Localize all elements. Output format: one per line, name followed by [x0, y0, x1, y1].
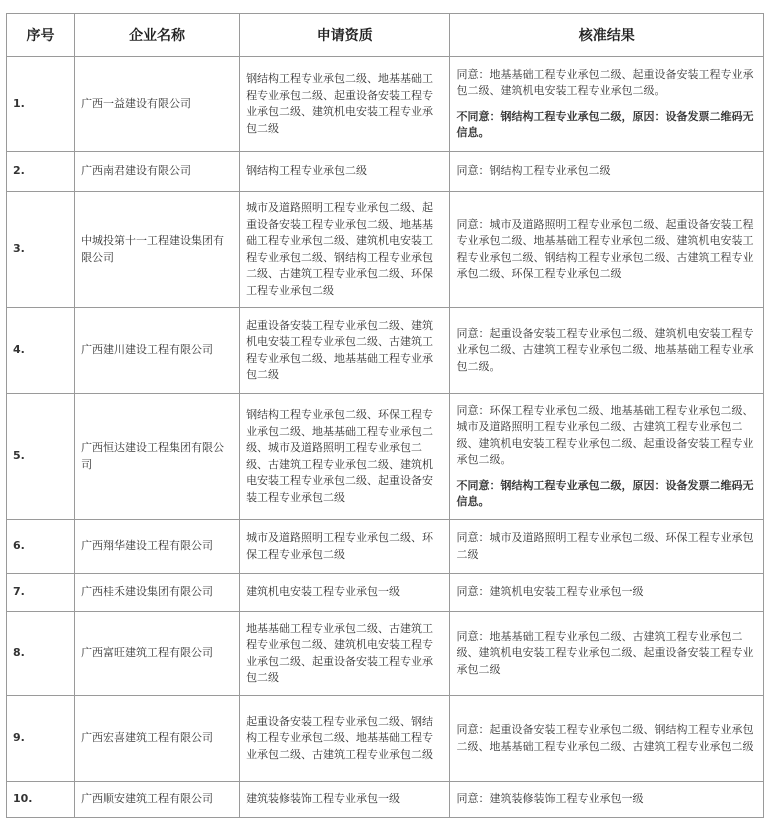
row-company: 广西建川建设工程有限公司 [75, 308, 240, 394]
row-applied: 城市及道路照明工程专业承包二级、起重设备安装工程专业承包二级、地基基础工程专业承包二级、建筑机电安装工程专业承包二级、钢结构工程专业承包二级、古建筑工程专业承包二级、环保工程专业承包二级 [240, 192, 450, 308]
result-approved: 同意：城市及道路照明工程专业承包二级、起重设备安装工程专业承包二级、地基基础工程专业承包二级、建筑机电安装工程专业承包二级、钢结构工程专业承包二级、古建筑工程专业承包二级、环保工程专业承包二级 [456, 217, 754, 280]
row-applied: 钢结构工程专业承包二级、环保工程专业承包二级、地基基础工程专业承包二级、城市及道路照明工程专业承包二级、古建筑工程专业承包二级、建筑机电安装工程专业承包二级、起重设备安装工程专业承包二级 [240, 394, 450, 520]
row-company: 中城投第十一工程建设集团有限公司 [75, 192, 240, 308]
row-result [450, 152, 764, 192]
result-approved: 同意：建筑机电安装工程专业承包一级 [456, 585, 644, 599]
row-company: 广西一益建设有限公司 [75, 57, 240, 152]
table-header-row [7, 14, 764, 57]
table-row [7, 152, 764, 192]
row-company: 广西恒达建设工程集团有限公司 [75, 394, 240, 520]
result-approved: 同意：起重设备安装工程专业承包二级、建筑机电安装工程专业承包二级、古建筑工程专业承包二级、地基基础工程专业承包二级。 [456, 326, 754, 373]
result-approved: 同意：地基基础工程专业承包二级、起重设备安装工程专业承包二级、建筑机电安装工程专业承包二级。 [456, 67, 754, 97]
result-approved: 同意：建筑装修装饰工程专业承包一级 [456, 792, 644, 806]
table-row [7, 520, 764, 574]
row-applied: 起重设备安装工程专业承包二级、钢结构工程专业承包二级、地基基础工程专业承包二级、古建筑工程专业承包二级 [240, 696, 450, 782]
row-serial: 2. [7, 152, 75, 192]
row-result [450, 782, 764, 818]
result-approved: 同意：地基基础工程专业承包二级、古建筑工程专业承包二级、建筑机电安装工程专业承包二级、起重设备安装工程专业承包二级 [456, 629, 754, 676]
row-serial: 8. [7, 612, 75, 696]
row-serial: 10. [7, 782, 75, 818]
row-applied: 起重设备安装工程专业承包二级、建筑机电安装工程专业承包二级、古建筑工程专业承包二级、地基基础工程专业承包二级 [240, 308, 450, 394]
row-serial: 4. [7, 308, 75, 394]
table-row [7, 308, 764, 394]
header-applied: 申请资质 [240, 14, 450, 57]
result-denied: 不同意：钢结构工程专业承包二级，原因：设备发票二维码无信息。 [456, 478, 754, 508]
row-result [450, 574, 764, 612]
header-result: 核准结果 [450, 14, 764, 57]
row-applied: 城市及道路照明工程专业承包二级、环保工程专业承包二级 [240, 520, 450, 574]
table-row [7, 612, 764, 696]
row-serial: 5. [7, 394, 75, 520]
row-applied: 钢结构工程专业承包二级、地基基础工程专业承包二级、起重设备安装工程专业承包二级、建筑机电安装工程专业承包二级 [240, 57, 450, 152]
row-company: 广西翔华建设工程有限公司 [75, 520, 240, 574]
row-company: 广西南君建设有限公司 [75, 152, 240, 192]
row-result [450, 520, 764, 574]
row-applied: 地基基础工程专业承包二级、古建筑工程专业承包二级、建筑机电安装工程专业承包二级、起重设备安装工程专业承包二级 [240, 612, 450, 696]
result-approved: 同意：城市及道路照明工程专业承包二级、环保工程专业承包二级 [456, 531, 754, 561]
row-applied: 钢结构工程专业承包二级 [240, 152, 450, 192]
row-company: 广西顺安建筑工程有限公司 [75, 782, 240, 818]
row-result [450, 192, 764, 308]
row-serial: 7. [7, 574, 75, 612]
row-serial: 6. [7, 520, 75, 574]
row-applied: 建筑装修装饰工程专业承包一级 [240, 782, 450, 818]
row-company: 广西桂禾建设集团有限公司 [75, 574, 240, 612]
header-company: 企业名称 [75, 14, 240, 57]
header-serial: 序号 [7, 14, 75, 57]
table-row [7, 57, 764, 152]
row-company: 广西富旺建筑工程有限公司 [75, 612, 240, 696]
table-row [7, 192, 764, 308]
result-approved: 同意：环保工程专业承包二级、地基基础工程专业承包二级、城市及道路照明工程专业承包二级、古建筑工程专业承包二级、建筑机电安装工程专业承包二级、起重设备安装工程专业承包二级。 [456, 403, 754, 466]
row-serial: 3. [7, 192, 75, 308]
table-row [7, 782, 764, 818]
result-approved: 同意：钢结构工程专业承包二级 [456, 164, 611, 178]
row-result [450, 308, 764, 394]
table-row [7, 574, 764, 612]
table-row [7, 394, 764, 520]
result-approved: 同意：起重设备安装工程专业承包二级、钢结构工程专业承包二级、地基基础工程专业承包二级、古建筑工程专业承包二级 [456, 723, 754, 753]
row-result [450, 612, 764, 696]
result-denied: 不同意：钢结构工程专业承包二级，原因：设备发票二维码无信息。 [456, 109, 754, 139]
row-result [450, 696, 764, 782]
approval-table [6, 13, 764, 818]
row-serial: 9. [7, 696, 75, 782]
row-company: 广西宏喜建筑工程有限公司 [75, 696, 240, 782]
table-row [7, 696, 764, 782]
row-result [450, 394, 764, 520]
row-result [450, 57, 764, 152]
row-serial: 1. [7, 57, 75, 152]
approval-table-container [6, 13, 764, 818]
row-applied: 建筑机电安装工程专业承包一级 [240, 574, 450, 612]
